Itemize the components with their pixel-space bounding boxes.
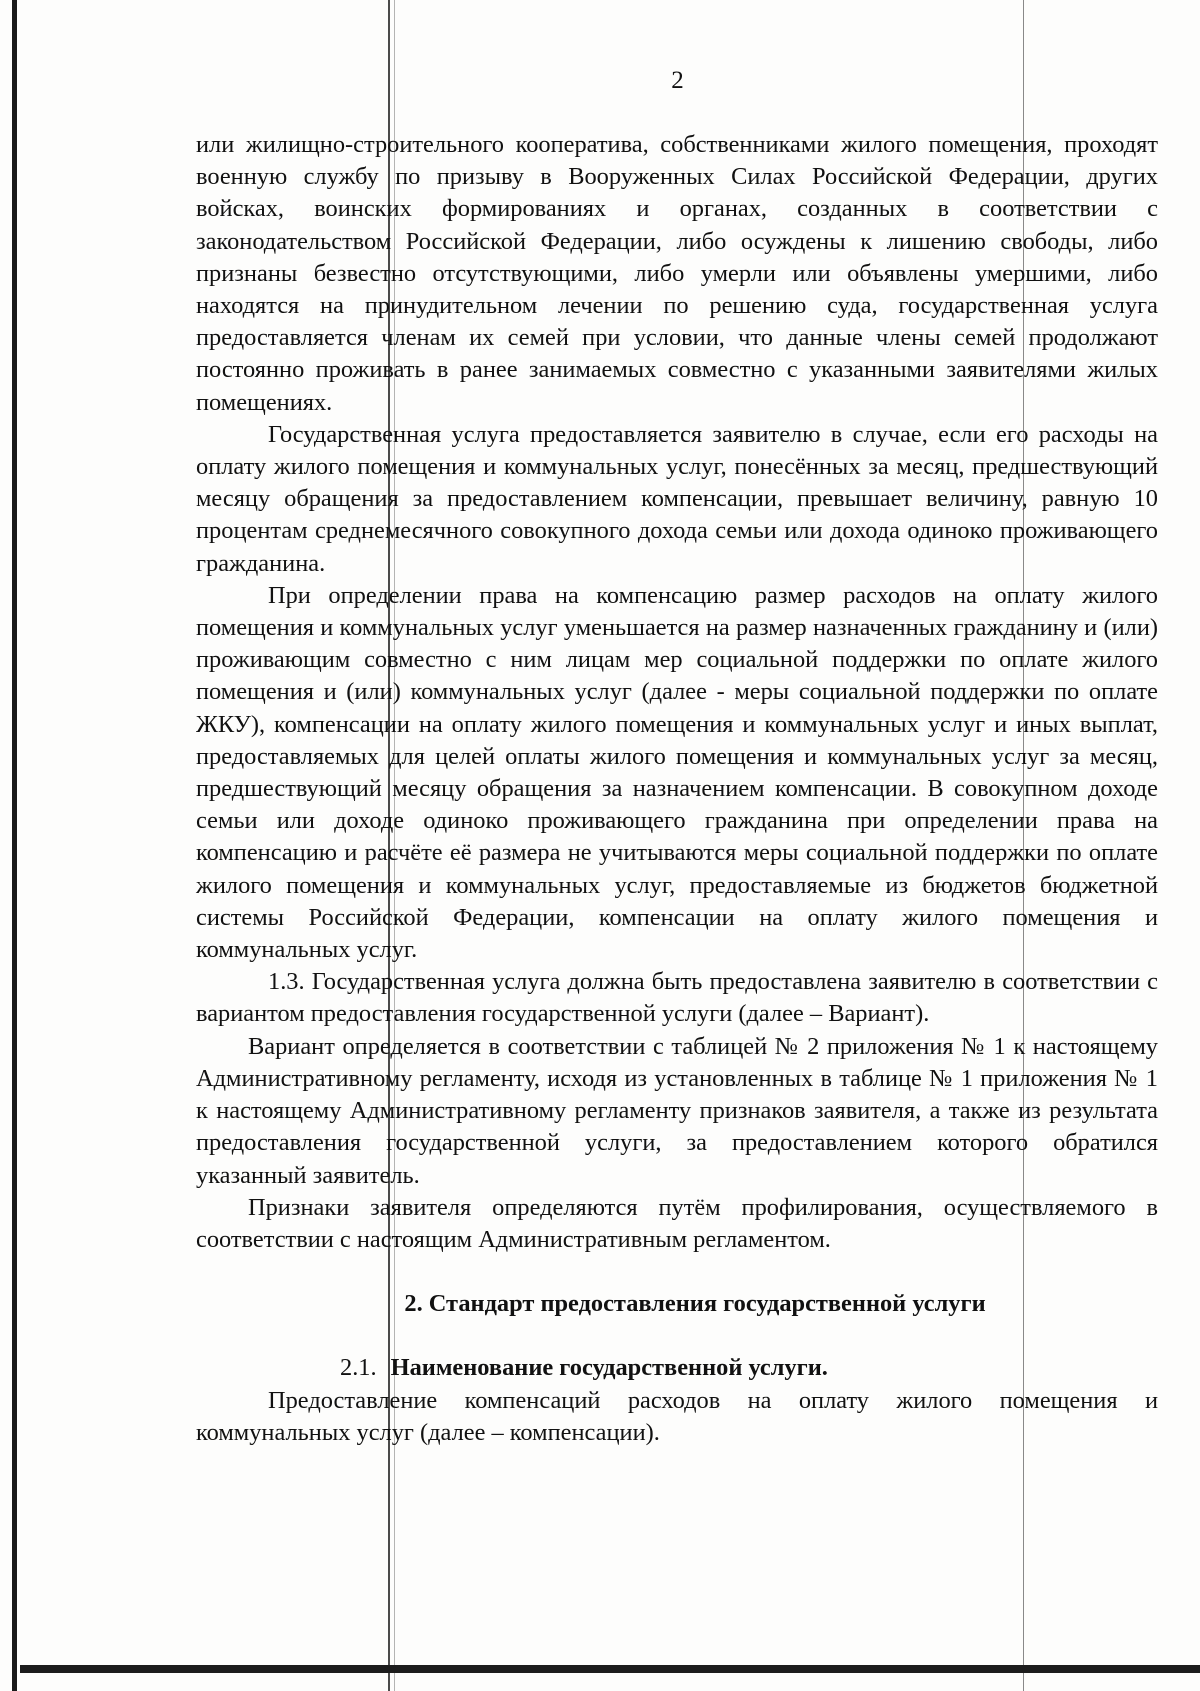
document-body	[196, 129, 1158, 1449]
scan-bottom-edge	[20, 1665, 1200, 1673]
subsection-number: 2.1.	[340, 1354, 377, 1382]
paragraph-applicant-features: Признаки заявителя определяются путём профилирования, осуществляемого в соответствии с настоящим Административным регламентом.	[196, 1193, 1158, 1253]
paragraph-1-3: 1.3. Государственная услуга должна быть предоставлена заявителю в соответствии с вариантом предоставления государственной услуги (далее – Вариант).	[196, 968, 1158, 1028]
paragraph-continuation: или жилищно-строительного кооператива, собственниками жилого помещения, проходят военную службу по призыву в Вооруженных Силах Российской Федерации, других войсках, воинских формированиях и органах, созданных в соответствии с законодательством Российской Федерации, либо осуждены к лишению свободы, либо признаны безвестно отсутствующими, либо умерли или объявлены умершими, либо находятся на принудительном лечении по решению суда, государственная услуга предоставляется членам их семей при условии, что данные члены семей продолжают постоянно проживать в ранее занимаемых совместно с указанными заявителями жилых помещениях.	[196, 131, 1158, 416]
paragraph-right-determination: При определении права на компенсацию размер расходов на оплату жилого помещения и коммунальных услуг уменьшается на размер назначенных гражданину и (или) проживающим совместно с ним лицам мер социальной поддержки по оплате жилого помещения и (или) коммунальных услуг (далее - меры социальной поддержки по оплате ЖКУ), компенсации на оплату жилого помещения и коммунальных услуг и иных выплат, предоставляемых для целей оплаты жилого помещения и коммунальных услуг за месяц, предшествующий месяцу обращения за назначением компенсации. В совокупном доходе семьи или доходе одиноко проживающего гражданина при определении права на компенсацию и расчёте её размера не учитываются меры социальной поддержки по оплате жилого помещения и коммунальных услуг, предоставляемые из бюджетов бюджетной системы Российской Федерации, компенсации на оплату жилого помещения и коммунальных услуг.	[196, 581, 1158, 964]
paragraph-service-name: Предоставление компенсаций расходов на оплату жилого помещения и коммунальных услуг (далее – компенсации).	[196, 1386, 1158, 1446]
subsection-title: Наименование государственной услуги.	[390, 1354, 828, 1382]
subsection-heading	[196, 1352, 1158, 1384]
page-number: 2	[671, 67, 684, 94]
scan-left-edge	[12, 0, 17, 1691]
paragraph-expenses-condition: Государственная услуга предоставляется заявителю в случае, если его расходы на оплату жилого помещения и коммунальных услуг, понесённых за месяц, предшествующий месяцу обращения за предоставлением компенсации, превышает величину, равную 10 процентам среднемесячного совокупного дохода семьи или дохода одиноко проживающего гражданина.	[196, 420, 1158, 577]
section-heading: 2. Стандарт предоставления государственной услуги	[404, 1290, 986, 1318]
paragraph-variant: Вариант определяется в соответствии с таблицей № 2 приложения № 1 к настоящему Административному регламенту, исходя из установленных в таблице № 1 приложения № 1 к настоящему Административному регламенту признаков заявителя, а также из результата предоставления государственной услуги, за предоставлением которого обратился указанный заявитель.	[196, 1032, 1158, 1189]
